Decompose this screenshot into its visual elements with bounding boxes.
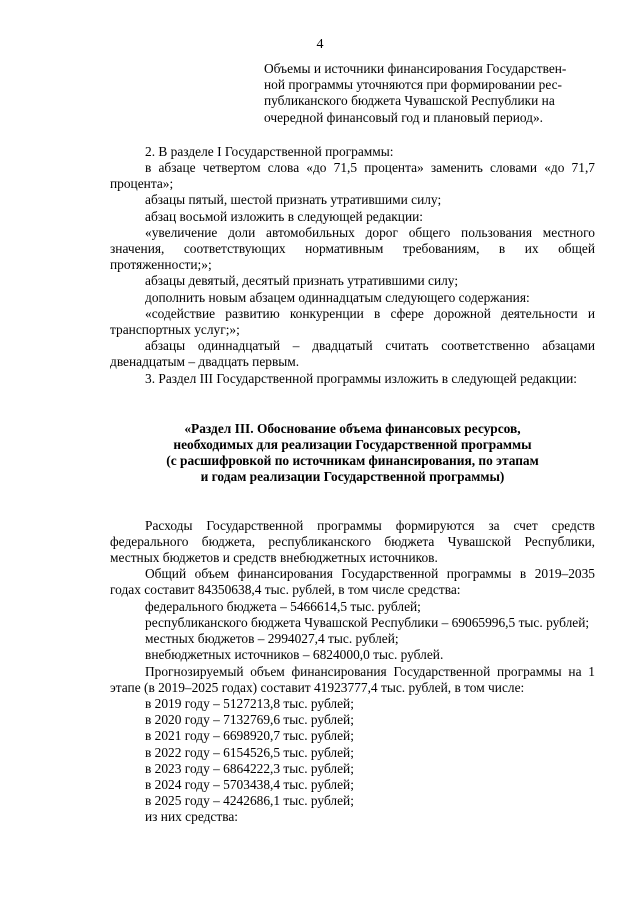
paragraph: в 2023 году – 6864222,3 тыс. рублей; bbox=[145, 760, 354, 776]
paragraph: абзац восьмой изложить в следующей редакции: bbox=[145, 208, 424, 224]
page-number: 4 bbox=[316, 37, 324, 52]
note-line: очередной финансовый год и плановый период». bbox=[264, 109, 544, 125]
paragraph: в 2022 году – 6154526,5 тыс. рублей; bbox=[145, 744, 354, 760]
paragraph: в 2021 году – 6698920,7 тыс. рублей; bbox=[145, 728, 354, 744]
funding-note bbox=[264, 61, 595, 126]
heading-line: «Раздел III. Обоснование объема финансовых ресурсов, bbox=[184, 420, 521, 436]
paragraph: внебюджетных источников – 6824000,0 тыс. рублей. bbox=[145, 647, 444, 663]
spacer bbox=[110, 387, 595, 421]
heading-line: (с расшифровкой по источникам финансирования, по этапам bbox=[166, 453, 539, 469]
paragraph: Общий объем финансирования Государственной программы в 2019–2035 годах составит 84350638,4 тыс. рублей, в том числе средства: bbox=[110, 566, 595, 598]
note-line: ной программы уточняются при формировании рес- bbox=[264, 77, 563, 93]
note-line: Объемы и источники финансирования Государствен- bbox=[264, 61, 567, 76]
spacer bbox=[110, 126, 595, 144]
spacer bbox=[110, 486, 595, 518]
paragraph: Прогнозируемый объем финансирования Государственной программы на 1 этапе (в 2019–2025 годах) составит 41923777,4 тыс. рублей, в том числе: bbox=[110, 663, 595, 695]
paragraph: в 2019 году – 5127213,8 тыс. рублей; bbox=[145, 695, 354, 711]
paragraph: Расходы Государственной программы формируются за счет средств федерального бюджета, республиканского бюджета Чувашской Республики, местных бюджетов и средств внебюджетных источников. bbox=[110, 517, 595, 566]
paragraph: в 2025 году – 4242686,1 тыс. рублей; bbox=[145, 793, 354, 809]
paragraph: абзацы пятый, шестой признать утратившими силу; bbox=[145, 192, 442, 208]
paragraph: федерального бюджета – 5466614,5 тыс. рублей; bbox=[145, 598, 421, 614]
paragraph: абзацы одиннадцатый – двадцатый считать соответственно абзацами двенадцатым – двадцать первым. bbox=[110, 338, 595, 370]
paragraph: в 2020 году – 7132769,6 тыс. рублей; bbox=[145, 712, 354, 728]
paragraph: абзацы девятый, десятый признать утратившими силу; bbox=[145, 273, 459, 289]
paragraph: 2. В разделе I Государственной программы: bbox=[145, 143, 394, 159]
heading-line: и годам реализации Государственной программы) bbox=[200, 469, 505, 485]
paragraph: 3. Раздел III Государственной программы изложить в следующей редакции: bbox=[145, 370, 578, 386]
paragraph: «увеличение доли автомобильных дорог общего пользования местного значения, соответствующих нормативным требованиям, в их общей протяженности;»; bbox=[110, 224, 595, 273]
section-heading bbox=[110, 421, 595, 486]
paragraph: местных бюджетов – 2994027,4 тыс. рублей; bbox=[145, 631, 399, 647]
paragraph: в 2024 году – 5703438,4 тыс. рублей; bbox=[145, 776, 354, 792]
paragraph: «содействие развитию конкуренции в сфере дорожной деятельности и транспортных услуг;»; bbox=[110, 305, 595, 338]
paragraph: из них средства: bbox=[145, 809, 239, 825]
heading-line: необходимых для реализации Государственной программы bbox=[173, 437, 532, 453]
paragraph: дополнить новым абзацем одиннадцатым следующего содержания: bbox=[145, 289, 530, 305]
document-content bbox=[110, 61, 595, 826]
note-line: публиканского бюджета Чувашской Республики на bbox=[264, 93, 555, 109]
paragraph: в абзаце четвертом слова «до 71,5 процента» заменить словами «до 71,7 процента»; bbox=[110, 160, 595, 192]
paragraph: республиканского бюджета Чувашской Республики – 69065996,5 тыс. рублей; bbox=[145, 614, 590, 630]
